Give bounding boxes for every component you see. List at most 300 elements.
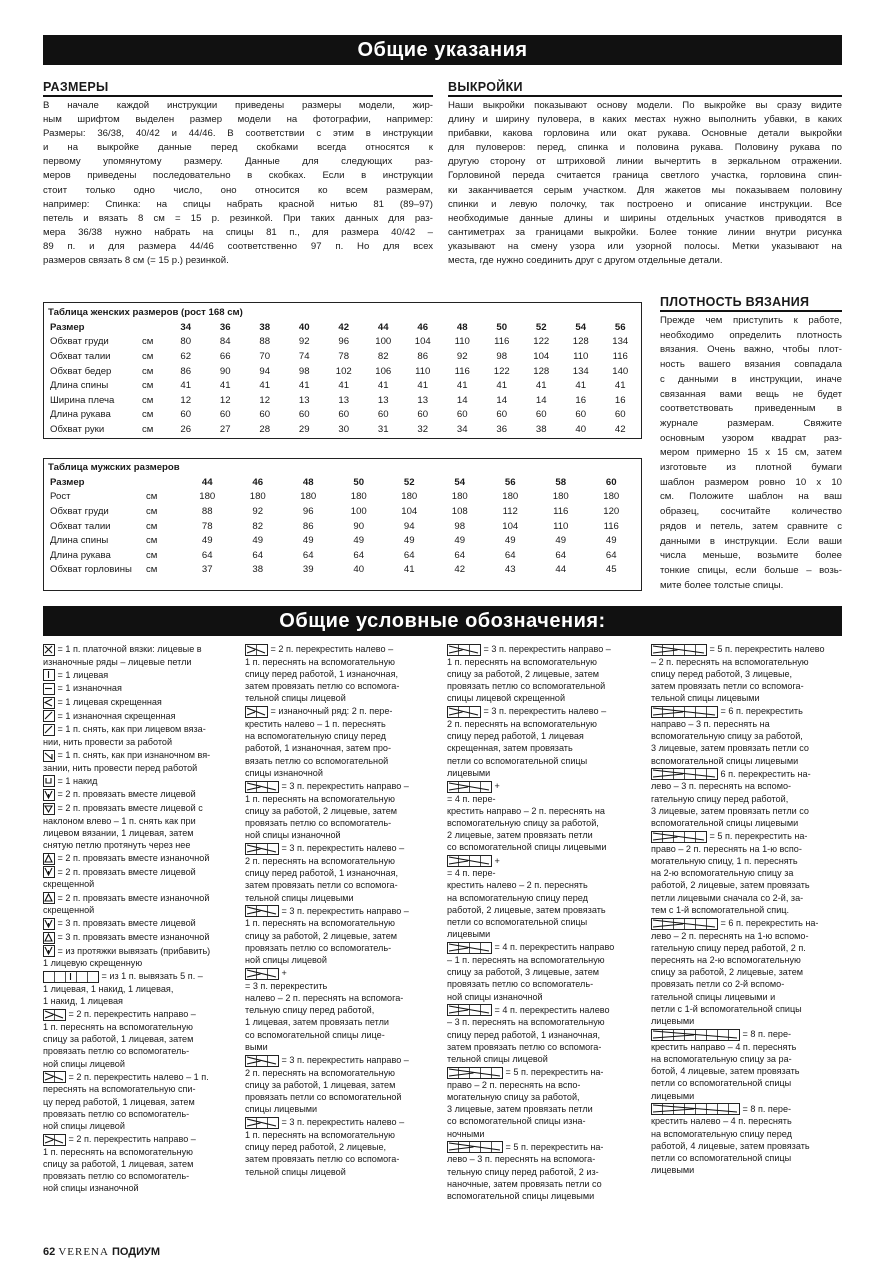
text-line: данными в инструкции. Если ваши [660,535,842,547]
legend-text: вспомогательной спицы лицевыми [651,755,799,766]
legend-text: затем провязать петлю со вспомога- [447,1041,602,1052]
legend-line [43,815,236,827]
men-table-caption: Таблица мужских размеров [48,462,180,473]
legend-line [447,742,639,754]
patterns-text [448,99,842,268]
legend-text: провязать петлю со вспомогатель- [43,1046,190,1057]
knit-stitch-icon [43,669,55,681]
legend-line [447,1178,639,1190]
legend-line [447,1128,639,1140]
table-cell: 122 [493,365,510,377]
legend-text: = 1 п. снять, как при лицевом вяза- [57,724,206,735]
text-line: основным узором квадрат раз- [660,432,842,444]
legend-line [43,1021,236,1033]
text-line: изготовьте из плотной бумаги [660,462,842,474]
legend-text: ной спицы изнаночной [447,991,543,1002]
legend-line [245,805,433,817]
table-cell: 116 [494,336,510,348]
legend-text: = 4 п. перекрестить направо [494,942,615,953]
legend-text: 1 накид, 1 лицевая [43,996,123,1007]
legend-line [447,841,639,853]
legend-text: = 3 п. перекрестить направо – [281,1055,409,1066]
legend-line [43,917,236,930]
legend-entry [43,945,236,970]
table-cell: 60 [496,409,508,421]
table-header-row [50,320,640,335]
legend-entry [651,705,843,766]
legend-line [651,692,843,704]
legend-text: тельной спицы лицевой [447,1054,548,1065]
legend-line [43,775,236,788]
legend-line [447,817,639,829]
row-unit: см [142,365,154,377]
table-cell: 74 [298,350,310,362]
row-unit: см [146,549,158,561]
cable-3l-twist-icon [447,706,481,718]
five-from-one-icon [43,971,99,983]
legend-line [651,1003,843,1015]
table-cell: 104 [533,350,550,362]
table-cell: 88 [259,336,271,348]
legend-line [43,1045,236,1057]
legend-entry [245,905,433,966]
legend-line [651,843,843,855]
legend-line [43,995,236,1007]
legend-entry [43,710,236,723]
legend-line [245,1116,433,1129]
legend-text: 2 п. переснять на вспомогательную [245,856,395,867]
women-size-table-panel [43,302,642,439]
row-label: Обхват горловины [50,564,132,576]
table-cell: 64 [201,549,213,561]
legend-line [43,696,236,709]
size-header: 54 [575,321,587,333]
legend-text: спицы лицевой скрещенной [447,693,566,704]
legend-line [447,1166,639,1178]
table-cell: 92 [456,350,468,362]
text-line: мером примерно 15 х 15 см, затем [660,447,842,459]
legend-line [43,1182,236,1194]
page-number: 62 [43,1246,56,1258]
legend-line [447,793,639,805]
legend-text: ной спицы изнаночной [43,1183,139,1194]
table-cell: 116 [553,505,569,517]
legend-line [245,1129,433,1141]
row-label: Длина спины [50,535,109,547]
table-cell: 110 [553,520,569,532]
legend-line [43,957,236,969]
table-cell: 40 [353,564,365,576]
legend-text: спицу перед работой, 2 лицевые, [245,1142,387,1153]
legend-line [245,879,433,891]
cable-2r-purl-icon [43,1134,66,1146]
legend-line [651,904,843,916]
slip-knit-icon [43,724,55,736]
table-cell: 64 [353,549,365,561]
legend-line [447,916,639,928]
table-cell: 116 [454,365,470,377]
table-cell: 90 [353,520,365,532]
legend-entry [43,1008,236,1069]
text-line: мера 36/38 нужно набрать на спицы 81 п., для размера 40/42 – [43,226,433,238]
legend-line [651,830,843,843]
legend-text: спицу за работой, 2 лицевые, затем [245,805,398,816]
legend-line [447,643,639,656]
table-cell: 64 [403,549,415,561]
legend-line [651,1090,843,1102]
table-cell: 42 [454,564,466,576]
legend-text: спицу перед работой, 3 лицевые, [651,668,793,679]
table-cell: 108 [451,505,468,517]
table-cell: 116 [612,350,628,362]
patterns-title: ВЫКРОЙКИ [448,80,523,94]
legend-text: крестить направо – 4 п. переснять [651,1041,797,1052]
legend-text: лицевыми [651,1090,695,1101]
legend-text: на вспомогательную спицу перед [245,731,386,742]
table-cell: 180 [603,491,620,503]
legend-text: наклоном влево – 1 п. снять как при [43,815,196,826]
legend-line [245,1067,433,1079]
legend-line [447,867,639,879]
legend-line [651,1164,843,1176]
cable-4l-icon [447,855,492,867]
legend-text: = 2 п. провязать вместе изнаночной [57,853,210,864]
table-cell: 60 [614,409,626,421]
table-cell: 12 [180,394,192,406]
legend-text: спицу за работой, 1 лицевая, затем [43,1158,194,1169]
row-label: Длина рукава [50,409,111,421]
table-cell: 41 [338,380,350,392]
text-line: другую сторону от штриховой линии вычертить в зеркальном отражении. [448,156,842,168]
table-cell: 180 [199,491,216,503]
table-cell: 86 [180,365,192,377]
text-line: длину и ширину пуловера, в каких местах нужно выполнить убавки, в каких [448,114,842,126]
legend-line [245,980,433,992]
legend-text: право – 2 п. переснять на вспо- [447,1079,581,1090]
table-cell: 60 [219,409,231,421]
legend-entry [43,682,236,695]
table-cell: 180 [249,491,266,503]
page-title: Общие указания [357,39,528,61]
row-label: Обхват груди [50,505,109,517]
legend-line [245,867,433,879]
legend-text: 3 лицевые, затем провязать петли со [651,805,809,816]
legend-line [651,680,843,692]
row-label: Обхват талии [50,350,111,362]
legend-line [245,692,433,704]
legend-text: переснять на 2-ю вспомогательную [651,955,801,966]
legend-text: = 3 п. перекрестить налево – [281,843,405,854]
table-cell: 110 [454,336,470,348]
legend-text: ной спицы лицевой [43,1120,125,1131]
legend-text: = 1 лицевая скрещенная [57,696,162,707]
legend-line [43,878,236,890]
legend-text: = 2 п. провязать вместе лицевой [57,866,196,877]
cable-3l-2-icon [245,968,279,980]
cable-5l-icon [447,1141,503,1153]
ssk-icon [43,803,55,815]
legend-text: затем провязать петлю со вспомога- [245,1154,400,1165]
legend-entry [651,917,843,1027]
header-unit-spacer [142,320,166,335]
table-cell: 38 [252,564,264,576]
size-header: 40 [298,321,310,333]
row-unit: см [142,423,154,435]
slip-purl-icon [43,750,55,762]
legend-text: 1 п. переснять на вспомогательную [43,1021,193,1032]
legend-line [43,892,236,905]
legend-text: переснять на вспомогательную спи- [43,1084,196,1095]
legend-line [245,718,433,730]
legend-text: 2 п. переснять на вспомогательную [245,1067,395,1078]
table-cell: 128 [572,336,589,348]
table-cell: 45 [605,564,617,576]
legend-text: 3 лицевые, затем провязать петли [447,1104,593,1115]
table-cell: 13 [417,394,429,406]
legend-entry [447,705,639,779]
text-line: соответствовать приведенным в [660,403,842,415]
table-cell: 180 [350,491,367,503]
legend-line [43,839,236,851]
legend-text: скрещенная, затем провязать [447,743,573,754]
table-cell: 49 [454,535,466,547]
legend-line [43,1133,236,1146]
legend-line [447,829,639,841]
legend-text: = 6 п. перекрестить на- [720,918,819,929]
increase-icon [43,945,55,957]
cable-6l-icon [651,768,718,780]
size-header: 56 [614,321,626,333]
cable-3l-icon [245,843,279,855]
legend-line [447,991,639,1003]
legend-line [447,1115,639,1127]
text-line: ным шрифтом выделен размер модели на фотографии, например: [43,114,433,126]
table-cell: 78 [201,520,213,532]
text-line: Горловиной переда считается граница светлого участка, горловина спин- [448,170,842,182]
legend-text: = 3 п. провязать вместе лицевой [57,918,196,929]
legend-line [447,879,639,891]
sizes-title: РАЗМЕРЫ [43,80,109,94]
legend-line [43,1008,236,1021]
text-line: тонкие спицы, если больше – возь- [660,564,842,576]
row-label: Рост [50,491,71,503]
legend-line [43,802,236,815]
legend-text: петли со вспомогательной спицы [651,1153,792,1164]
legend-line [651,879,843,891]
size-header: 58 [555,476,567,488]
legend-line [245,1016,433,1028]
legend-text: на вспомогательную спицу перед [651,1128,792,1139]
row-label: Длина спины [50,380,109,392]
size-header: 52 [535,321,547,333]
table-cell: 60 [417,409,429,421]
legend-line [43,656,236,668]
text-line: меров приведены последовательно в скобках. Если в инструкции [43,170,433,182]
size-header: 44 [377,321,389,333]
legend-entry [43,802,236,851]
legend-text: = 4 п. перекрестить налево [494,1004,610,1015]
table-row [50,519,637,534]
legend-line [651,730,843,742]
legend-text: лево – 3 п. переснять на вспомо- [651,781,792,792]
row-unit: см [142,409,154,421]
legend-line [245,705,433,718]
cable-4l-purl-icon [447,1004,492,1016]
table-row [50,563,637,578]
legend-line [245,780,433,793]
women-table-caption: Таблица женских размеров (рост 168 см) [48,307,243,318]
table-cell: 98 [454,520,466,532]
table-cell: 82 [377,350,389,362]
legend-line [447,780,639,793]
legend-entry [43,866,236,891]
legend-line [245,1103,433,1115]
text-line: для пуловеров: перед, спинка и половина рукава. Половину рукава по [448,142,842,154]
cable-8r-icon [651,1029,740,1041]
legend-text: = 2 п. провязать вместе изнаночной [57,892,210,903]
legend-text: 1 лицевую скрещенную [43,958,143,969]
text-line: Прежде чем приступить к работе, [660,315,842,326]
legend-text: нии, нить провести за работой [43,736,173,747]
table-cell: 41 [496,380,508,392]
table-cell: 60 [338,409,350,421]
legend-text: лицевыми [651,1165,695,1176]
legend-text: 1 п. переснять на вспомогательную [447,656,597,667]
cable-5-two-needles-icon [651,831,707,843]
legend-line [651,954,843,966]
text-line: В начале каждой инструкции приведены размеры модели, жир- [43,100,433,111]
legend-text: = из протяжки вывязать (прибавить) [57,945,211,956]
legend-text: 1 п. переснять на вспомогательную [245,656,395,667]
row-unit: см [146,520,158,532]
table-cell: 13 [377,394,389,406]
legend-text: работой, 2 лицевые, затем провязать [651,880,810,891]
legend-line [245,917,433,929]
legend-text: тем с 1-й вспомогательной спиц. [651,904,790,915]
text-line: и на выкройке данные перед скобками всегда относятся к [43,142,433,154]
legend-line [43,970,236,983]
legend-line [651,755,843,767]
legend-text: гательную спицу перед работой, 2 п. [651,942,806,953]
legend-line [245,954,433,966]
text-line: места, где нужно соединить друг с другом отдельные детали. [448,255,723,267]
size-header: 48 [456,321,468,333]
size-header: 38 [259,321,271,333]
table-cell: 98 [298,365,310,377]
legend-text: могательную спицу за работой, [447,1092,580,1103]
cable-3l-1-icon [245,1117,279,1129]
table-header-row [50,475,637,490]
legend-text: спицу перед работой, 1 изнаночная, [245,668,399,679]
cable-2l-icon [43,1071,66,1083]
text-line: петель и вязать 8 см = 15 р. резинкой. При таких данных для раз- [43,212,433,224]
table-cell: 27 [219,423,231,435]
legend-text: = 3 п. перекрестить направо – [281,781,409,792]
women-size-table [50,320,640,437]
legend-text: со вспомогательной спицы лицевыми [447,842,607,853]
legend-text: спицу за работой, 3 лицевые, затем [447,967,600,978]
table-cell: 84 [219,336,231,348]
legend-line [447,954,639,966]
legend-text: крестить налево – 1 п. переснять [245,719,386,729]
table-cell: 36 [496,423,508,435]
table-cell: 100 [375,336,392,348]
size-header: 36 [219,321,231,333]
legend-text: вспомогательной спицы лицевыми [447,1191,595,1202]
legend-text: тельной спицы лицевыми [651,693,760,704]
legend-line [43,1158,236,1170]
size-header: 42 [338,321,350,333]
legend-text: снятую петлю протянуть через нее [43,839,191,850]
table-cell: 40 [575,423,587,435]
legend-text: крестить направо – 2 п. переснять на [447,805,605,816]
legend-line [245,817,433,829]
legend-line [43,904,236,916]
legend-text: = из 1 п. вывязать 5 п. – [101,971,203,982]
legend-line [447,966,639,978]
legend-text: скрещенной [43,879,95,890]
row-label: Длина рукава [50,549,111,561]
legend-text: + [494,781,500,792]
text-line: необходимо определить плотность [660,329,842,341]
table-cell: 49 [504,535,516,547]
legend-line [43,945,236,958]
legend-line [651,1115,843,1127]
cross-cell-icon [43,644,55,656]
legend-text: = 5 п. перекрестить на- [505,1141,604,1152]
table-cell: 34 [456,423,468,435]
legend-entry [651,830,843,916]
legend-text: = 2 п. перекрестить направо – [68,1134,196,1145]
legend-line [651,1028,843,1041]
table-cell: 98 [496,350,508,362]
legend-line [245,680,433,692]
legend-line [43,1033,236,1045]
legend-line [447,855,639,868]
p2tog-icon [43,853,55,865]
legend-text: ночными [447,1128,485,1139]
legend-text: провязать петлю со вспомогатель- [245,942,392,953]
text-line: журнале размерам. Свяжите [660,417,842,429]
legend-line [245,829,433,841]
legend-text: спицу за работой, 2 лицевые, затем [651,967,804,978]
table-row [50,364,640,379]
legend-text: работой, 2 лицевые, затем провязать [447,904,606,915]
legend-line [447,805,639,817]
legend-line [245,905,433,918]
legend-line [43,723,236,736]
legend-entry [43,749,236,774]
table-cell: 70 [259,350,271,362]
legend-text: = 1 изнаночная скрещенная [57,710,176,721]
legend-line [245,1054,433,1067]
legend-line [447,1066,639,1079]
table-cell: 112 [502,505,518,517]
legend-text: = 5 п. перекрестить на- [709,831,808,842]
legend-line [245,755,433,767]
table-cell: 41 [259,380,271,392]
table-cell: 80 [180,336,192,348]
table-cell: 14 [535,394,547,406]
table-row [50,349,640,364]
legend-text: спицу за работой, 2 лицевые, затем [245,930,398,941]
legend-line [651,1128,843,1140]
legend-line [651,966,843,978]
table-cell: 28 [259,423,271,435]
legend-line [43,749,236,762]
legend-text: спицу за работой, 1 лицевая, затем [43,1034,194,1045]
legend-line [245,842,433,855]
